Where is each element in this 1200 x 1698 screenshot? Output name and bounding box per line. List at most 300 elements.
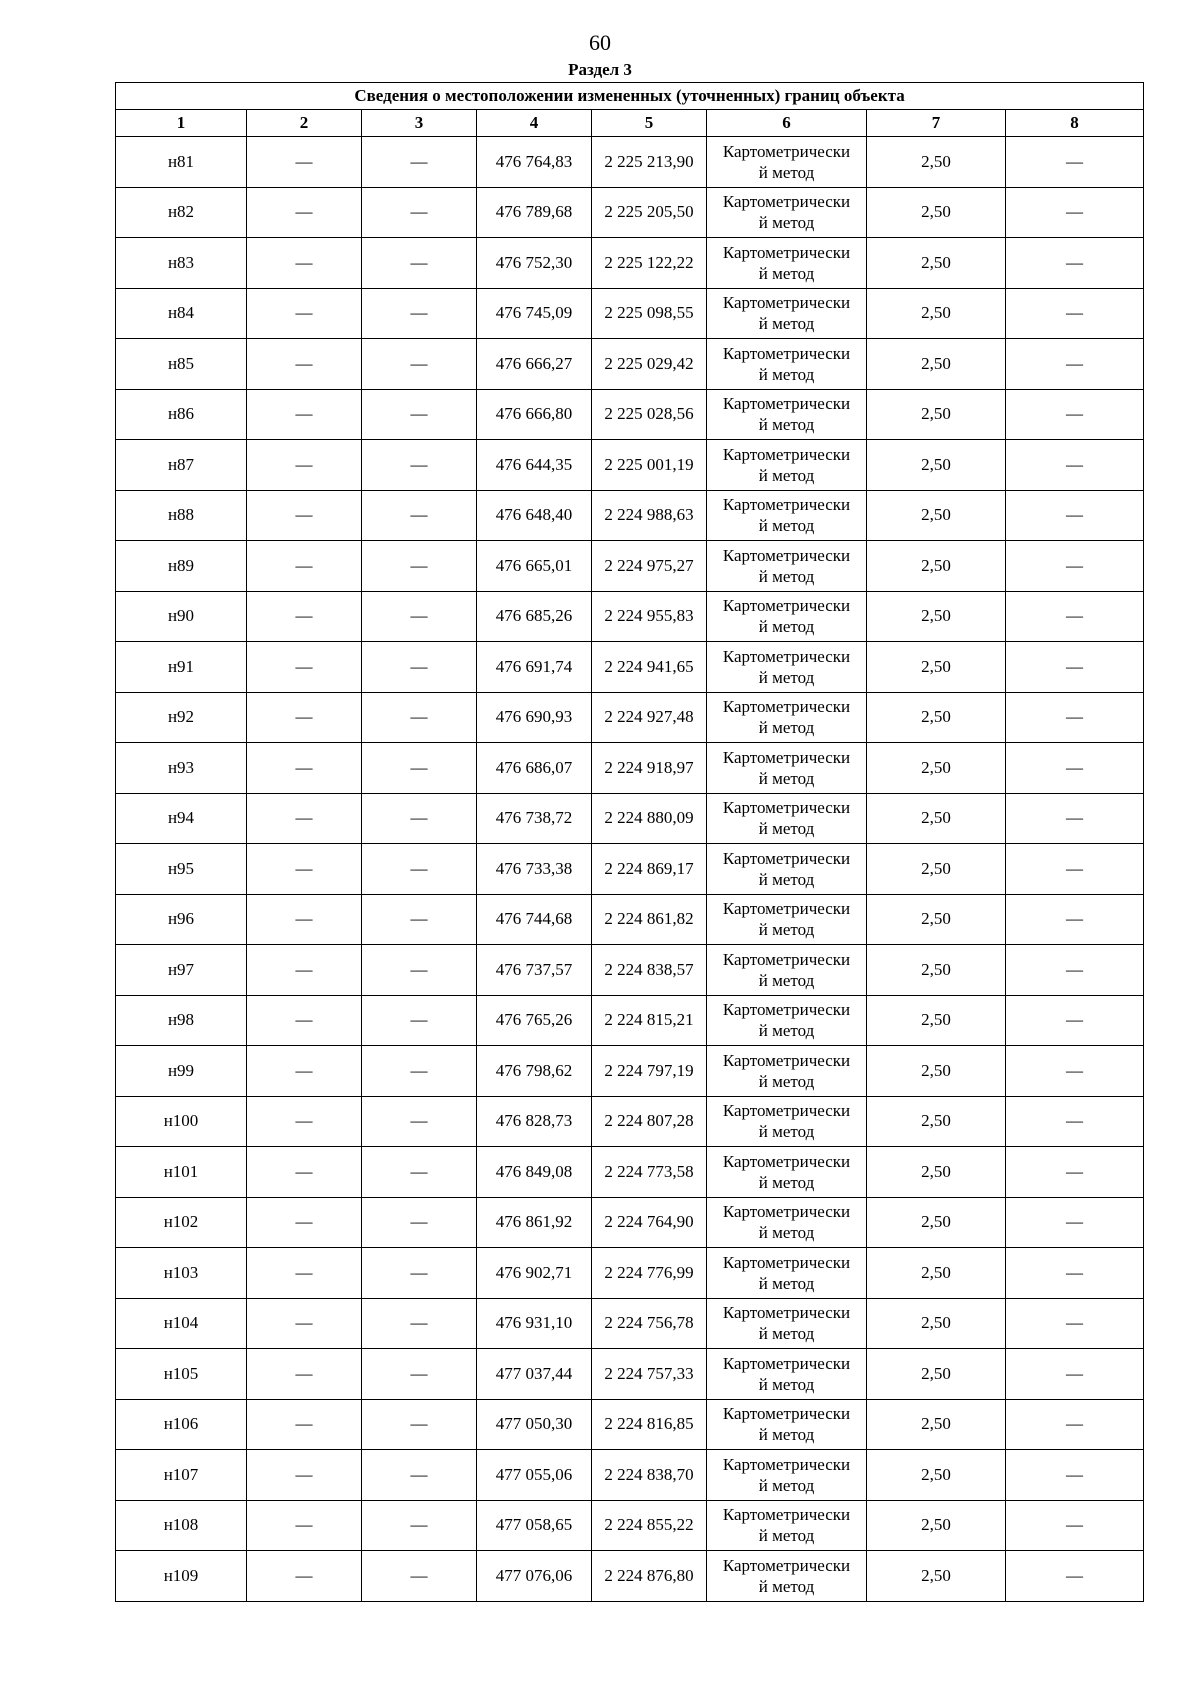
- table-row: [116, 1248, 1144, 1299]
- point-name-cell: н81: [116, 137, 247, 188]
- x-coordinate-cell: 476 745,09: [477, 288, 592, 339]
- method-text: [707, 1100, 866, 1142]
- column-8-cell: —: [1006, 339, 1144, 390]
- accuracy-cell: 2,50: [867, 1500, 1006, 1551]
- method-line-1: Картометрически: [722, 192, 851, 212]
- table-row: [116, 440, 1144, 491]
- column-2-cell: —: [247, 541, 362, 592]
- method-cell: [707, 1147, 867, 1198]
- column-2-cell: —: [247, 995, 362, 1046]
- method-line-1: Картометрически: [722, 949, 851, 969]
- section-title: Раздел 3: [568, 60, 632, 79]
- y-coordinate-cell: 2 224 927,48: [592, 692, 707, 743]
- x-coordinate-cell: 476 931,10: [477, 1298, 592, 1349]
- column-3-cell: —: [362, 1450, 477, 1501]
- column-8-cell: —: [1006, 389, 1144, 440]
- method-line-2: й метод: [758, 1223, 815, 1243]
- method-cell: [707, 1450, 867, 1501]
- x-coordinate-cell: 476 686,07: [477, 743, 592, 794]
- method-line-2: й метод: [758, 1324, 815, 1344]
- column-3-cell: —: [362, 339, 477, 390]
- column-number: 4: [477, 110, 592, 137]
- column-2-cell: —: [247, 1248, 362, 1299]
- accuracy-cell: 2,50: [867, 591, 1006, 642]
- method-line-1: Картометрически: [722, 1202, 851, 1222]
- method-text: [707, 747, 866, 789]
- column-3-cell: —: [362, 1399, 477, 1450]
- y-coordinate-cell: 2 224 797,19: [592, 1046, 707, 1097]
- y-coordinate-cell: 2 225 213,90: [592, 137, 707, 188]
- y-coordinate-cell: 2 224 918,97: [592, 743, 707, 794]
- column-3-cell: —: [362, 1500, 477, 1551]
- y-coordinate-cell: 2 224 776,99: [592, 1248, 707, 1299]
- column-8-cell: —: [1006, 894, 1144, 945]
- table-row: [116, 591, 1144, 642]
- column-2-cell: —: [247, 1399, 362, 1450]
- accuracy-cell: 2,50: [867, 1551, 1006, 1602]
- method-line-1: Картометрически: [722, 1151, 851, 1171]
- column-2-cell: —: [247, 1500, 362, 1551]
- method-text: [707, 999, 866, 1041]
- point-name-cell: н99: [116, 1046, 247, 1097]
- accuracy-cell: 2,50: [867, 1399, 1006, 1450]
- column-2-cell: —: [247, 1046, 362, 1097]
- point-name-cell: н83: [116, 238, 247, 289]
- column-3-cell: —: [362, 995, 477, 1046]
- method-line-2: й метод: [758, 1425, 815, 1445]
- y-coordinate-cell: 2 224 880,09: [592, 793, 707, 844]
- table-row: [116, 541, 1144, 592]
- method-cell: [707, 844, 867, 895]
- method-line-2: й метод: [758, 1071, 815, 1091]
- column-3-cell: —: [362, 187, 477, 238]
- method-text: [707, 191, 866, 233]
- method-line-1: Картометрически: [722, 1303, 851, 1323]
- column-8-cell: —: [1006, 1500, 1144, 1551]
- column-8-cell: —: [1006, 238, 1144, 289]
- method-line-2: й метод: [758, 213, 815, 233]
- x-coordinate-cell: 476 861,92: [477, 1197, 592, 1248]
- point-name-cell: н105: [116, 1349, 247, 1400]
- point-name-cell: н85: [116, 339, 247, 390]
- point-name-cell: н103: [116, 1248, 247, 1299]
- method-line-1: Картометрически: [722, 141, 851, 161]
- y-coordinate-cell: 2 224 876,80: [592, 1551, 707, 1602]
- method-cell: [707, 945, 867, 996]
- column-3-cell: —: [362, 692, 477, 743]
- x-coordinate-cell: 476 764,83: [477, 137, 592, 188]
- x-coordinate-cell: 476 849,08: [477, 1147, 592, 1198]
- point-name-cell: н95: [116, 844, 247, 895]
- column-3-cell: —: [362, 844, 477, 895]
- method-line-2: й метод: [758, 415, 815, 435]
- accuracy-cell: 2,50: [867, 692, 1006, 743]
- table-row: [116, 1147, 1144, 1198]
- y-coordinate-cell: 2 224 941,65: [592, 642, 707, 693]
- method-cell: [707, 1500, 867, 1551]
- column-8-cell: —: [1006, 1551, 1144, 1602]
- method-cell: [707, 692, 867, 743]
- accuracy-cell: 2,50: [867, 1298, 1006, 1349]
- x-coordinate-cell: 476 691,74: [477, 642, 592, 693]
- table-row: [116, 187, 1144, 238]
- method-line-1: Картометрически: [722, 848, 851, 868]
- column-2-cell: —: [247, 1197, 362, 1248]
- x-coordinate-cell: 476 798,62: [477, 1046, 592, 1097]
- point-name-cell: н92: [116, 692, 247, 743]
- column-2-cell: —: [247, 793, 362, 844]
- table-body: [116, 137, 1144, 1602]
- method-line-1: Картометрически: [722, 899, 851, 919]
- method-line-2: й метод: [758, 314, 815, 334]
- y-coordinate-cell: 2 224 988,63: [592, 490, 707, 541]
- column-8-cell: —: [1006, 1147, 1144, 1198]
- method-text: [707, 797, 866, 839]
- accuracy-cell: 2,50: [867, 1147, 1006, 1198]
- method-text: [707, 898, 866, 940]
- column-8-cell: —: [1006, 844, 1144, 895]
- accuracy-cell: 2,50: [867, 1450, 1006, 1501]
- table-row: [116, 1399, 1144, 1450]
- y-coordinate-cell: 2 225 029,42: [592, 339, 707, 390]
- accuracy-cell: 2,50: [867, 389, 1006, 440]
- point-name-cell: н91: [116, 642, 247, 693]
- method-cell: [707, 490, 867, 541]
- method-text: [707, 696, 866, 738]
- column-3-cell: —: [362, 389, 477, 440]
- column-3-cell: —: [362, 1349, 477, 1400]
- table-row: [116, 1551, 1144, 1602]
- method-line-1: Картометрически: [722, 1404, 851, 1424]
- y-coordinate-cell: 2 224 756,78: [592, 1298, 707, 1349]
- y-coordinate-cell: 2 224 869,17: [592, 844, 707, 895]
- column-number: 1: [116, 110, 247, 137]
- column-2-cell: —: [247, 137, 362, 188]
- table-row: [116, 894, 1144, 945]
- column-3-cell: —: [362, 238, 477, 289]
- accuracy-cell: 2,50: [867, 945, 1006, 996]
- y-coordinate-cell: 2 225 122,22: [592, 238, 707, 289]
- method-line-1: Картометрически: [722, 1454, 851, 1474]
- table-row: [116, 238, 1144, 289]
- point-name-cell: н90: [116, 591, 247, 642]
- x-coordinate-cell: 476 789,68: [477, 187, 592, 238]
- method-cell: [707, 894, 867, 945]
- column-8-cell: —: [1006, 440, 1144, 491]
- column-8-cell: —: [1006, 793, 1144, 844]
- y-coordinate-cell: 2 224 975,27: [592, 541, 707, 592]
- column-8-cell: —: [1006, 1197, 1144, 1248]
- method-line-2: й метод: [758, 1122, 815, 1142]
- y-coordinate-cell: 2 224 838,57: [592, 945, 707, 996]
- y-coordinate-cell: 2 224 855,22: [592, 1500, 707, 1551]
- method-text: [707, 1050, 866, 1092]
- column-3-cell: —: [362, 137, 477, 188]
- method-line-1: Картометрически: [722, 444, 851, 464]
- column-8-cell: —: [1006, 591, 1144, 642]
- accuracy-cell: 2,50: [867, 743, 1006, 794]
- method-cell: [707, 389, 867, 440]
- table-row: [116, 1450, 1144, 1501]
- x-coordinate-cell: 477 076,06: [477, 1551, 592, 1602]
- table-row: [116, 692, 1144, 743]
- table-row: [116, 490, 1144, 541]
- x-coordinate-cell: 476 828,73: [477, 1096, 592, 1147]
- column-number: 7: [867, 110, 1006, 137]
- method-line-2: й метод: [758, 263, 815, 283]
- method-line-2: й метод: [758, 869, 815, 889]
- method-line-1: Картометрически: [722, 646, 851, 666]
- column-2-cell: —: [247, 844, 362, 895]
- method-text: [707, 1252, 866, 1294]
- column-2-cell: —: [247, 1298, 362, 1349]
- method-line-2: й метод: [758, 819, 815, 839]
- y-coordinate-cell: 2 224 838,70: [592, 1450, 707, 1501]
- x-coordinate-cell: 476 752,30: [477, 238, 592, 289]
- method-line-2: й метод: [758, 1021, 815, 1041]
- method-line-2: й метод: [758, 768, 815, 788]
- column-8-cell: —: [1006, 1096, 1144, 1147]
- method-line-1: Картометрически: [722, 242, 851, 262]
- column-2-cell: —: [247, 1450, 362, 1501]
- accuracy-cell: 2,50: [867, 844, 1006, 895]
- column-3-cell: —: [362, 1096, 477, 1147]
- y-coordinate-cell: 2 224 764,90: [592, 1197, 707, 1248]
- method-cell: [707, 1399, 867, 1450]
- accuracy-cell: 2,50: [867, 541, 1006, 592]
- y-coordinate-cell: 2 225 001,19: [592, 440, 707, 491]
- method-line-1: Картометрически: [722, 1252, 851, 1272]
- y-coordinate-cell: 2 224 807,28: [592, 1096, 707, 1147]
- column-3-cell: —: [362, 1551, 477, 1602]
- method-line-2: й метод: [758, 667, 815, 687]
- point-name-cell: н107: [116, 1450, 247, 1501]
- table-row: [116, 389, 1144, 440]
- x-coordinate-cell: 476 685,26: [477, 591, 592, 642]
- column-8-cell: —: [1006, 490, 1144, 541]
- method-line-2: й метод: [758, 1374, 815, 1394]
- column-2-cell: —: [247, 743, 362, 794]
- column-3-cell: —: [362, 894, 477, 945]
- method-text: [707, 1403, 866, 1445]
- method-text: [707, 1302, 866, 1344]
- column-2-cell: —: [247, 642, 362, 693]
- method-line-1: Картометрически: [722, 1353, 851, 1373]
- method-cell: [707, 541, 867, 592]
- column-number: 2: [247, 110, 362, 137]
- method-text: [707, 1555, 866, 1597]
- y-coordinate-cell: 2 225 098,55: [592, 288, 707, 339]
- method-text: [707, 141, 866, 183]
- y-coordinate-cell: 2 225 028,56: [592, 389, 707, 440]
- column-2-cell: —: [247, 288, 362, 339]
- y-coordinate-cell: 2 224 815,21: [592, 995, 707, 1046]
- method-line-2: й метод: [758, 718, 815, 738]
- accuracy-cell: 2,50: [867, 642, 1006, 693]
- method-line-1: Картометрически: [722, 798, 851, 818]
- method-line-1: Картометрически: [722, 697, 851, 717]
- accuracy-cell: 2,50: [867, 1349, 1006, 1400]
- column-3-cell: —: [362, 945, 477, 996]
- method-line-1: Картометрически: [722, 596, 851, 616]
- column-8-cell: —: [1006, 692, 1144, 743]
- method-cell: [707, 137, 867, 188]
- method-cell: [707, 743, 867, 794]
- method-line-1: Картометрически: [722, 1050, 851, 1070]
- y-coordinate-cell: 2 224 816,85: [592, 1399, 707, 1450]
- x-coordinate-cell: 476 738,72: [477, 793, 592, 844]
- method-line-2: й метод: [758, 516, 815, 536]
- method-cell: [707, 1096, 867, 1147]
- accuracy-cell: 2,50: [867, 238, 1006, 289]
- method-cell: [707, 995, 867, 1046]
- method-text: [707, 343, 866, 385]
- y-coordinate-cell: 2 224 861,82: [592, 894, 707, 945]
- point-name-cell: н82: [116, 187, 247, 238]
- x-coordinate-cell: 476 737,57: [477, 945, 592, 996]
- point-name-cell: н97: [116, 945, 247, 996]
- column-3-cell: —: [362, 1248, 477, 1299]
- column-2-cell: —: [247, 945, 362, 996]
- x-coordinate-cell: 476 690,93: [477, 692, 592, 743]
- accuracy-cell: 2,50: [867, 339, 1006, 390]
- x-coordinate-cell: 477 050,30: [477, 1399, 592, 1450]
- method-text: [707, 393, 866, 435]
- column-2-cell: —: [247, 238, 362, 289]
- method-line-2: й метод: [758, 1172, 815, 1192]
- y-coordinate-cell: 2 224 773,58: [592, 1147, 707, 1198]
- method-text: [707, 242, 866, 284]
- column-3-cell: —: [362, 1147, 477, 1198]
- method-line-1: Картометрически: [722, 1555, 851, 1575]
- column-3-cell: —: [362, 1046, 477, 1097]
- column-8-cell: —: [1006, 945, 1144, 996]
- table-row: [116, 1197, 1144, 1248]
- column-8-cell: —: [1006, 1248, 1144, 1299]
- method-cell: [707, 1298, 867, 1349]
- x-coordinate-cell: 477 058,65: [477, 1500, 592, 1551]
- column-8-cell: —: [1006, 137, 1144, 188]
- method-line-2: й метод: [758, 162, 815, 182]
- column-3-cell: —: [362, 440, 477, 491]
- point-name-cell: н93: [116, 743, 247, 794]
- column-3-cell: —: [362, 490, 477, 541]
- column-8-cell: —: [1006, 642, 1144, 693]
- column-3-cell: —: [362, 793, 477, 844]
- table-row: [116, 844, 1144, 895]
- accuracy-cell: 2,50: [867, 187, 1006, 238]
- method-cell: [707, 288, 867, 339]
- column-2-cell: —: [247, 1551, 362, 1602]
- method-line-2: й метод: [758, 566, 815, 586]
- table-row: [116, 945, 1144, 996]
- column-8-cell: —: [1006, 187, 1144, 238]
- x-coordinate-cell: 476 665,01: [477, 541, 592, 592]
- column-2-cell: —: [247, 490, 362, 541]
- column-2-cell: —: [247, 894, 362, 945]
- table-row: [116, 1500, 1144, 1551]
- method-text: [707, 848, 866, 890]
- y-coordinate-cell: 2 225 205,50: [592, 187, 707, 238]
- table-row: [116, 1298, 1144, 1349]
- method-line-1: Картометрически: [722, 394, 851, 414]
- column-2-cell: —: [247, 591, 362, 642]
- point-name-cell: н109: [116, 1551, 247, 1602]
- method-cell: [707, 642, 867, 693]
- method-cell: [707, 1046, 867, 1097]
- y-coordinate-cell: 2 224 757,33: [592, 1349, 707, 1400]
- x-coordinate-cell: 476 666,80: [477, 389, 592, 440]
- accuracy-cell: 2,50: [867, 490, 1006, 541]
- table-caption: Сведения о местоположении измененных (уточненных) границ объекта: [116, 83, 1144, 110]
- column-2-cell: —: [247, 1349, 362, 1400]
- point-name-cell: н101: [116, 1147, 247, 1198]
- method-line-1: Картометрически: [722, 1000, 851, 1020]
- method-text: [707, 545, 866, 587]
- column-2-cell: —: [247, 440, 362, 491]
- method-text: [707, 949, 866, 991]
- table-row: [116, 642, 1144, 693]
- method-text: [707, 646, 866, 688]
- method-line-2: й метод: [758, 1273, 815, 1293]
- column-8-cell: —: [1006, 995, 1144, 1046]
- method-text: [707, 1353, 866, 1395]
- method-line-1: Картометрически: [722, 293, 851, 313]
- method-line-2: й метод: [758, 1576, 815, 1596]
- x-coordinate-cell: 476 902,71: [477, 1248, 592, 1299]
- point-name-cell: н104: [116, 1298, 247, 1349]
- method-cell: [707, 591, 867, 642]
- point-name-cell: н108: [116, 1500, 247, 1551]
- method-text: [707, 1504, 866, 1546]
- method-cell: [707, 339, 867, 390]
- accuracy-cell: 2,50: [867, 137, 1006, 188]
- column-8-cell: —: [1006, 1450, 1144, 1501]
- table-row: [116, 1046, 1144, 1097]
- table-row: [116, 995, 1144, 1046]
- method-text: [707, 444, 866, 486]
- point-name-cell: н89: [116, 541, 247, 592]
- method-text: [707, 595, 866, 637]
- x-coordinate-cell: 477 037,44: [477, 1349, 592, 1400]
- method-line-2: й метод: [758, 1475, 815, 1495]
- method-text: [707, 494, 866, 536]
- method-line-2: й метод: [758, 364, 815, 384]
- method-text: [707, 1151, 866, 1193]
- accuracy-cell: 2,50: [867, 440, 1006, 491]
- point-name-cell: н106: [116, 1399, 247, 1450]
- table-row: [116, 339, 1144, 390]
- table-row: [116, 1349, 1144, 1400]
- column-number: 3: [362, 110, 477, 137]
- column-number: 5: [592, 110, 707, 137]
- method-cell: [707, 440, 867, 491]
- column-2-cell: —: [247, 1096, 362, 1147]
- column-number: 8: [1006, 110, 1144, 137]
- point-name-cell: н94: [116, 793, 247, 844]
- x-coordinate-cell: 476 765,26: [477, 995, 592, 1046]
- accuracy-cell: 2,50: [867, 1096, 1006, 1147]
- column-8-cell: —: [1006, 288, 1144, 339]
- x-coordinate-cell: 476 666,27: [477, 339, 592, 390]
- column-number-row: [116, 110, 1144, 137]
- accuracy-cell: 2,50: [867, 793, 1006, 844]
- method-line-1: Картометрически: [722, 1505, 851, 1525]
- method-text: [707, 292, 866, 334]
- column-2-cell: —: [247, 339, 362, 390]
- column-number: 6: [707, 110, 867, 137]
- accuracy-cell: 2,50: [867, 288, 1006, 339]
